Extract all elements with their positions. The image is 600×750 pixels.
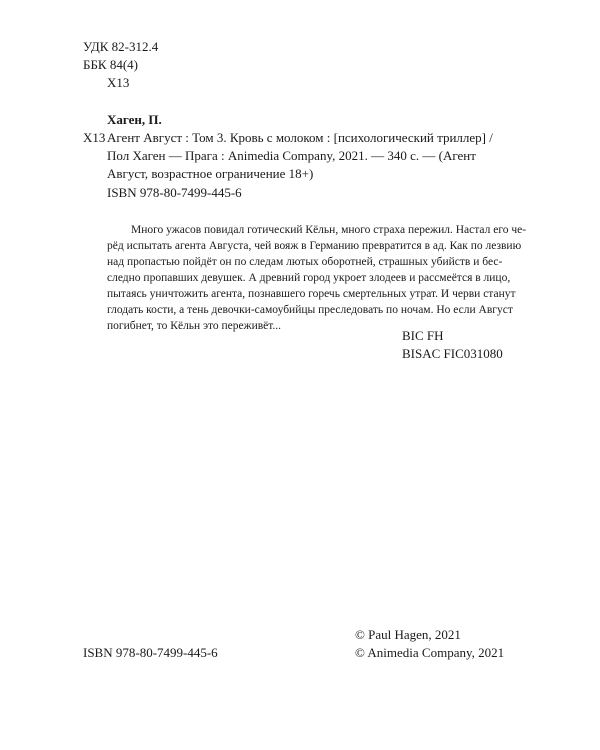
bbk-code: ББК 84(4) <box>83 57 139 72</box>
udk-code: УДК 82-312.4 <box>83 39 159 54</box>
isbn-footer: ISBN 978-80-7499-445-6 <box>83 645 218 660</box>
annotation-line: над пропастью пойдёт он по следам лютых оборотней, страшных убийств и бес- <box>107 256 503 268</box>
description-line: Август, возрастное ограничение 18+) <box>107 166 314 181</box>
copyright-author: © Paul Hagen, 2021 <box>355 627 461 642</box>
author-mark-top: Х13 <box>107 75 130 90</box>
bibliographic-description <box>107 129 507 183</box>
copyright-company: © Animedia Company, 2021 <box>355 645 505 660</box>
annotation-paragraph <box>107 222 527 334</box>
author-mark-left: Х13 <box>83 130 106 145</box>
annotation-line: рёд испытать агента Августа, чей вояж в Германию превратится в ад. Как по лезвию <box>107 240 522 252</box>
annotation-line: Много ужасов повидал готический Кёльн, много страха пережил. Настал его че- <box>131 224 527 236</box>
bic-code: BIC FH <box>402 328 444 343</box>
description-line: Агент Август : Том 3. Кровь с молоком : [психологический триллер] / <box>107 130 493 145</box>
annotation-line: следно пропавших девушек. А древний город укроет злодеев и рассмеётся в лицо, <box>107 272 511 284</box>
annotation-line: глодать кости, а тень девочки-самоубийцы преследовать по ночам. Но если Август <box>107 304 513 316</box>
annotation-line: погибнет, то Кёльн это переживёт... <box>107 320 282 332</box>
annotation-line: пытаясь уничтожить агента, познавшего горечь смертельных утрат. И черви станут <box>107 288 516 300</box>
isbn-main: ISBN 978-80-7499-445-6 <box>107 185 242 200</box>
description-line: Пол Хаген — Прага : Animedia Company, 2021. — 340 с. — (Агент <box>107 148 476 163</box>
author-heading: Хаген, П. <box>107 112 162 127</box>
bisac-code: BISAC FIC031080 <box>402 346 503 361</box>
